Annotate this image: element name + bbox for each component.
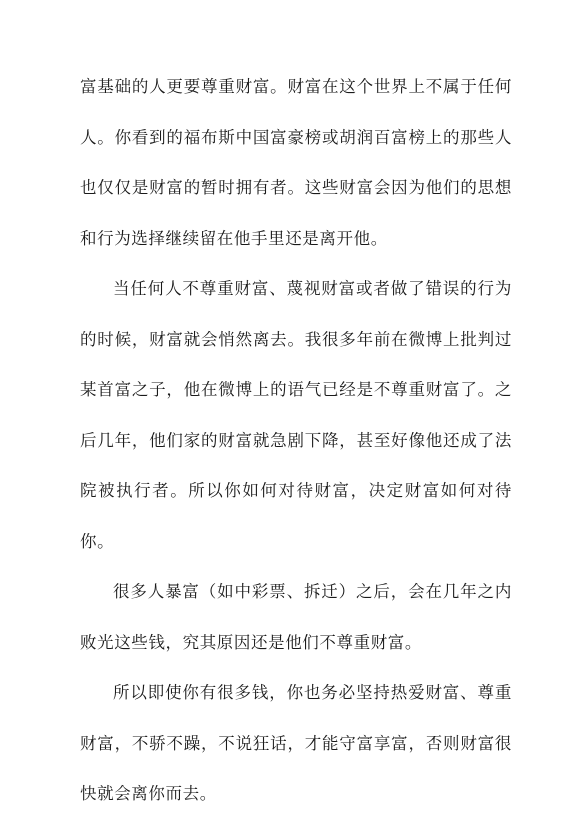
document-body: [80, 62, 512, 820]
paragraph-2: 当任何人不尊重财富、蔑视财富或者做了错误的行为的时候，财富就会悄然离去。我很多年前在微博上批判过某首富之子，他在微博上的语气已经是不尊重财富了。之后几年，他们家的财富就急剧下降，甚至好像他还成了法院被执行者。所以你如何对待财富，决定财富如何对待你。: [80, 279, 512, 551]
paragraph-3: 很多人暴富（如中彩票、拆迁）之后，会在几年之内败光这些钱，究其原因还是他们不尊重财富。: [80, 582, 512, 652]
paragraph-4: 所以即使你有很多钱，你也务必坚持热爱财富、尊重财富，不骄不躁，不说狂话，才能守富享富，否则财富很快就会离你而去。: [80, 683, 512, 803]
paragraph-1: 富基础的人更要尊重财富。财富在这个世界上不属于任何人。你看到的福布斯中国富豪榜或胡润百富榜上的那些人也仅仅是财富的暂时拥有者。这些财富会因为他们的思想和行为选择继续留在他手里还是离开他。: [80, 77, 512, 248]
